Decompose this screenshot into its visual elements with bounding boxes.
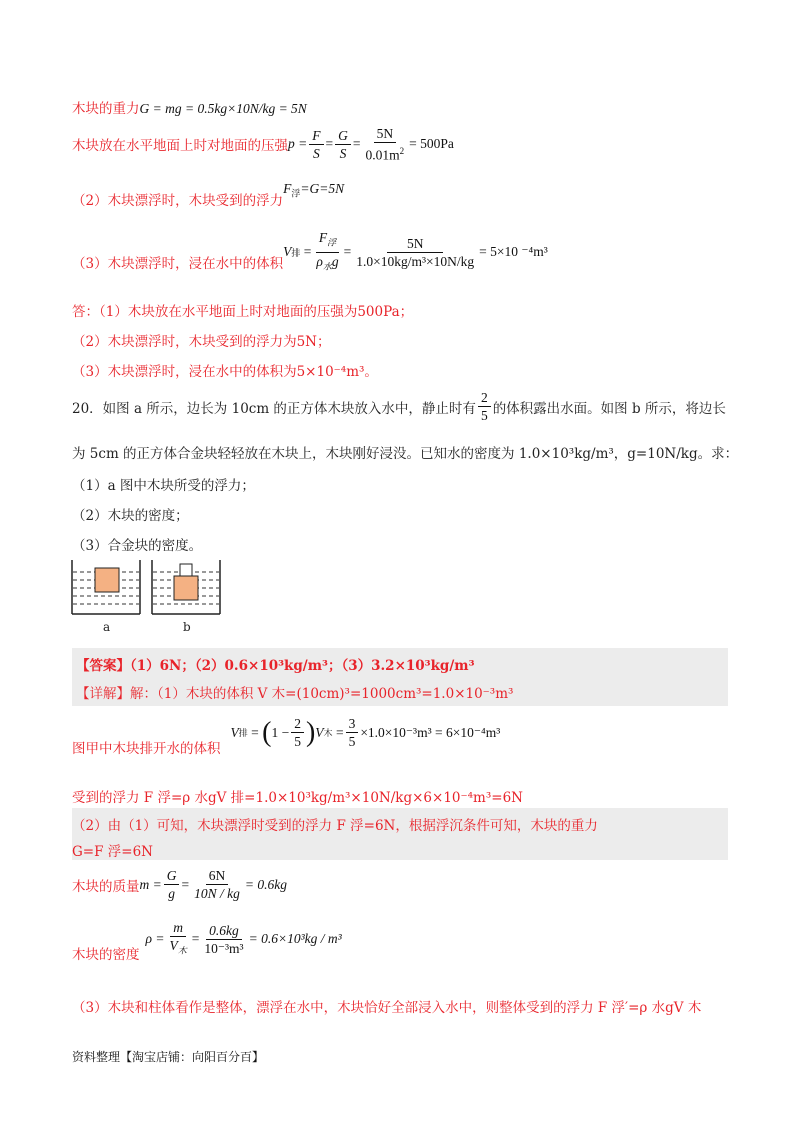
density-frac-2: $\frac{0.6kg}{\text{10⁻³m³}}$ bbox=[204, 922, 244, 956]
q20-text-b: 的体积露出水面。如图 b 所示，将边长 bbox=[492, 400, 726, 417]
pressure-frac-1: $\frac{F}{S}$ bbox=[309, 128, 323, 161]
density-line: 木块的密度 ρ = $\frac{m}{V_木}$ = $\frac{0.6kg}{\text{10⁻³m³}}$ = 0.6×10³kg / m³ bbox=[72, 920, 342, 964]
displacement-rhs: ×1.0×10⁻³m³ = 6×10⁻⁴m³ bbox=[360, 724, 501, 740]
density-rhs: = 0.6×10³kg / m³ bbox=[248, 931, 342, 947]
displacement-vwood-sub: 木 bbox=[323, 729, 333, 739]
buoyancy-rest: =G=5N bbox=[300, 181, 345, 196]
q20-sub-1: （1）a 图中木块所受的浮力； bbox=[72, 478, 255, 494]
figure-a bbox=[70, 558, 142, 618]
mass-frac-1: $\frac{G}{g}$ bbox=[164, 868, 180, 901]
volume-v-sub: 排 bbox=[291, 248, 301, 259]
buoyancy-calc-line: 受到的浮力 F 浮=ρ 水gV 排=1.0×10³kg/m³×10N/kg×6×10⁻⁴m³=6N bbox=[72, 790, 523, 806]
pressure-frac-2: $\frac{G}{S}$ bbox=[335, 128, 351, 161]
displacement-label: 图甲中木块排开水的体积 bbox=[72, 740, 221, 757]
displacement-v: V bbox=[230, 724, 239, 740]
figure-b-label: b bbox=[183, 620, 191, 634]
volume-label: （3）木块漂浮时，浸在水中的体积 bbox=[72, 256, 284, 273]
mass-line: 木块的质量 m = $\frac{G}{g}$ = $\frac{6N}{10N / kg}$ = 0.6kg bbox=[72, 868, 287, 901]
mass-rhs: = 0.6kg bbox=[244, 876, 287, 892]
pressure-line: 木块放在水平地面上时对地面的压强 p = $\frac{F}{S}$ = $\frac{G}{S}$ = $\frac{5N}{0.01m^2}$ = 500Pa bbox=[72, 126, 454, 163]
q20-fraction: $\frac{2}{5}$ bbox=[478, 390, 491, 423]
q20-line-2: 为 5cm 的正方体合金块轻轻放在木块上，木块刚好浸没。已知水的密度为 1.0×10³kg/m³，g=10N/kg。求： bbox=[72, 446, 739, 462]
q20-sub-3: （3）合金块的密度。 bbox=[72, 538, 203, 554]
q20-line-1 bbox=[72, 390, 726, 423]
part2-line-2: G=F 浮=6N bbox=[72, 844, 153, 860]
buoyancy-line bbox=[72, 177, 345, 209]
buoyancy-label: （2）木块漂浮时，木块受到的浮力 bbox=[72, 193, 284, 209]
volume-frac-1: $\frac{F_浮}{\rho_水g}$ bbox=[316, 230, 339, 272]
q20-text-a: 20．如图 a 所示，边长为 10cm 的正方体木块放入水中，静止时有 bbox=[72, 400, 476, 417]
figure-b bbox=[150, 558, 222, 618]
displacement-frac-2: $\frac{3}{5}$ bbox=[346, 716, 359, 749]
gravity-line bbox=[72, 97, 307, 117]
pressure-lhs: p = bbox=[288, 136, 308, 152]
buoyancy-sub: 浮 bbox=[291, 189, 301, 200]
q20-sub-2: （2）木块的密度； bbox=[72, 508, 189, 524]
volume-rhs: = 5×10 ⁻⁴m³ bbox=[479, 244, 548, 260]
detail-line: 【详解】解：（1）木块的体积 V 木=(10cm)³=1000cm³=1.0×10⁻³m³ bbox=[76, 686, 514, 702]
density-frac-1: $\frac{m}{V_木}$ bbox=[169, 920, 187, 956]
buoyancy-f: F bbox=[283, 181, 292, 196]
part3-line: （3）木块和柱体看作是整体，漂浮在水中，木块恰好全部浸入水中，则整体受到的浮力 F 浮′=ρ 水gV 木 bbox=[72, 1000, 702, 1016]
pressure-label: 木块放在水平地面上时对地面的压强 bbox=[72, 138, 288, 155]
mass-frac-2: $\frac{6N}{10N / kg}$ bbox=[194, 868, 240, 901]
volume-frac-2: $\frac{5N}{\text{1.0×10kg/m³×10N/kg}}$ bbox=[356, 235, 475, 269]
answer-line-1: 答：（1）木块放在水平地面上时对地面的压强为500Pa； bbox=[72, 304, 414, 320]
volume-v: V bbox=[283, 244, 292, 260]
pressure-frac-3: $\frac{5N}{0.01m^2}$ bbox=[365, 126, 405, 163]
answer-line: 【答案】（1）6N；（2）0.6×10³kg/m³；（3）3.2×10³kg/m³ bbox=[76, 658, 475, 674]
displacement-one-minus: 1 − bbox=[271, 724, 290, 740]
displacement-vwood: V bbox=[315, 724, 324, 740]
volume-line: （3）木块漂浮时，浸在水中的体积 V 排 = $\frac{F_浮}{\rho_水g}$ = $\frac{5N}{\text{1.0×10kg/m³×10N/kg}}$ = 5×10 ⁻⁴m³ bbox=[72, 230, 548, 274]
density-lhs: ρ = bbox=[145, 931, 165, 947]
gravity-equation: G = mg = 0.5kg×10N/kg = 5N bbox=[139, 101, 307, 116]
displacement-frac-1: $\frac{2}{5}$ bbox=[291, 716, 304, 749]
mass-label: 木块的质量 bbox=[72, 878, 140, 895]
displacement-v-sub: 排 bbox=[238, 729, 248, 739]
displacement-line: 图甲中木块排开水的体积 V 排 = ( 1 − $\frac{2}{5}$ ) V 木 = $\frac{3}{5}$ ×1.0×10⁻³m³ = 6×10⁻⁴m³ bbox=[72, 716, 501, 757]
answer-line-2: （2）木块漂浮时，木块受到的浮力为5N； bbox=[72, 334, 331, 350]
density-label: 木块的密度 bbox=[72, 947, 140, 964]
figure-a-label: a bbox=[103, 620, 111, 634]
gravity-label: 木块的重力 bbox=[72, 101, 140, 117]
part2-line-1: （2）由（1）可知，木块漂浮时受到的浮力 F 浮=6N，根据浮沉条件可知，木块的重力 bbox=[72, 818, 598, 834]
mass-lhs: m = bbox=[139, 876, 162, 892]
footer-text: 资料整理【淘宝店铺：向阳百分百】 bbox=[72, 1050, 265, 1064]
pressure-rhs: = 500Pa bbox=[409, 136, 454, 152]
answer-line-3: （3）木块漂浮时，浸在水中的体积为5×10⁻⁴m³。 bbox=[72, 364, 378, 380]
